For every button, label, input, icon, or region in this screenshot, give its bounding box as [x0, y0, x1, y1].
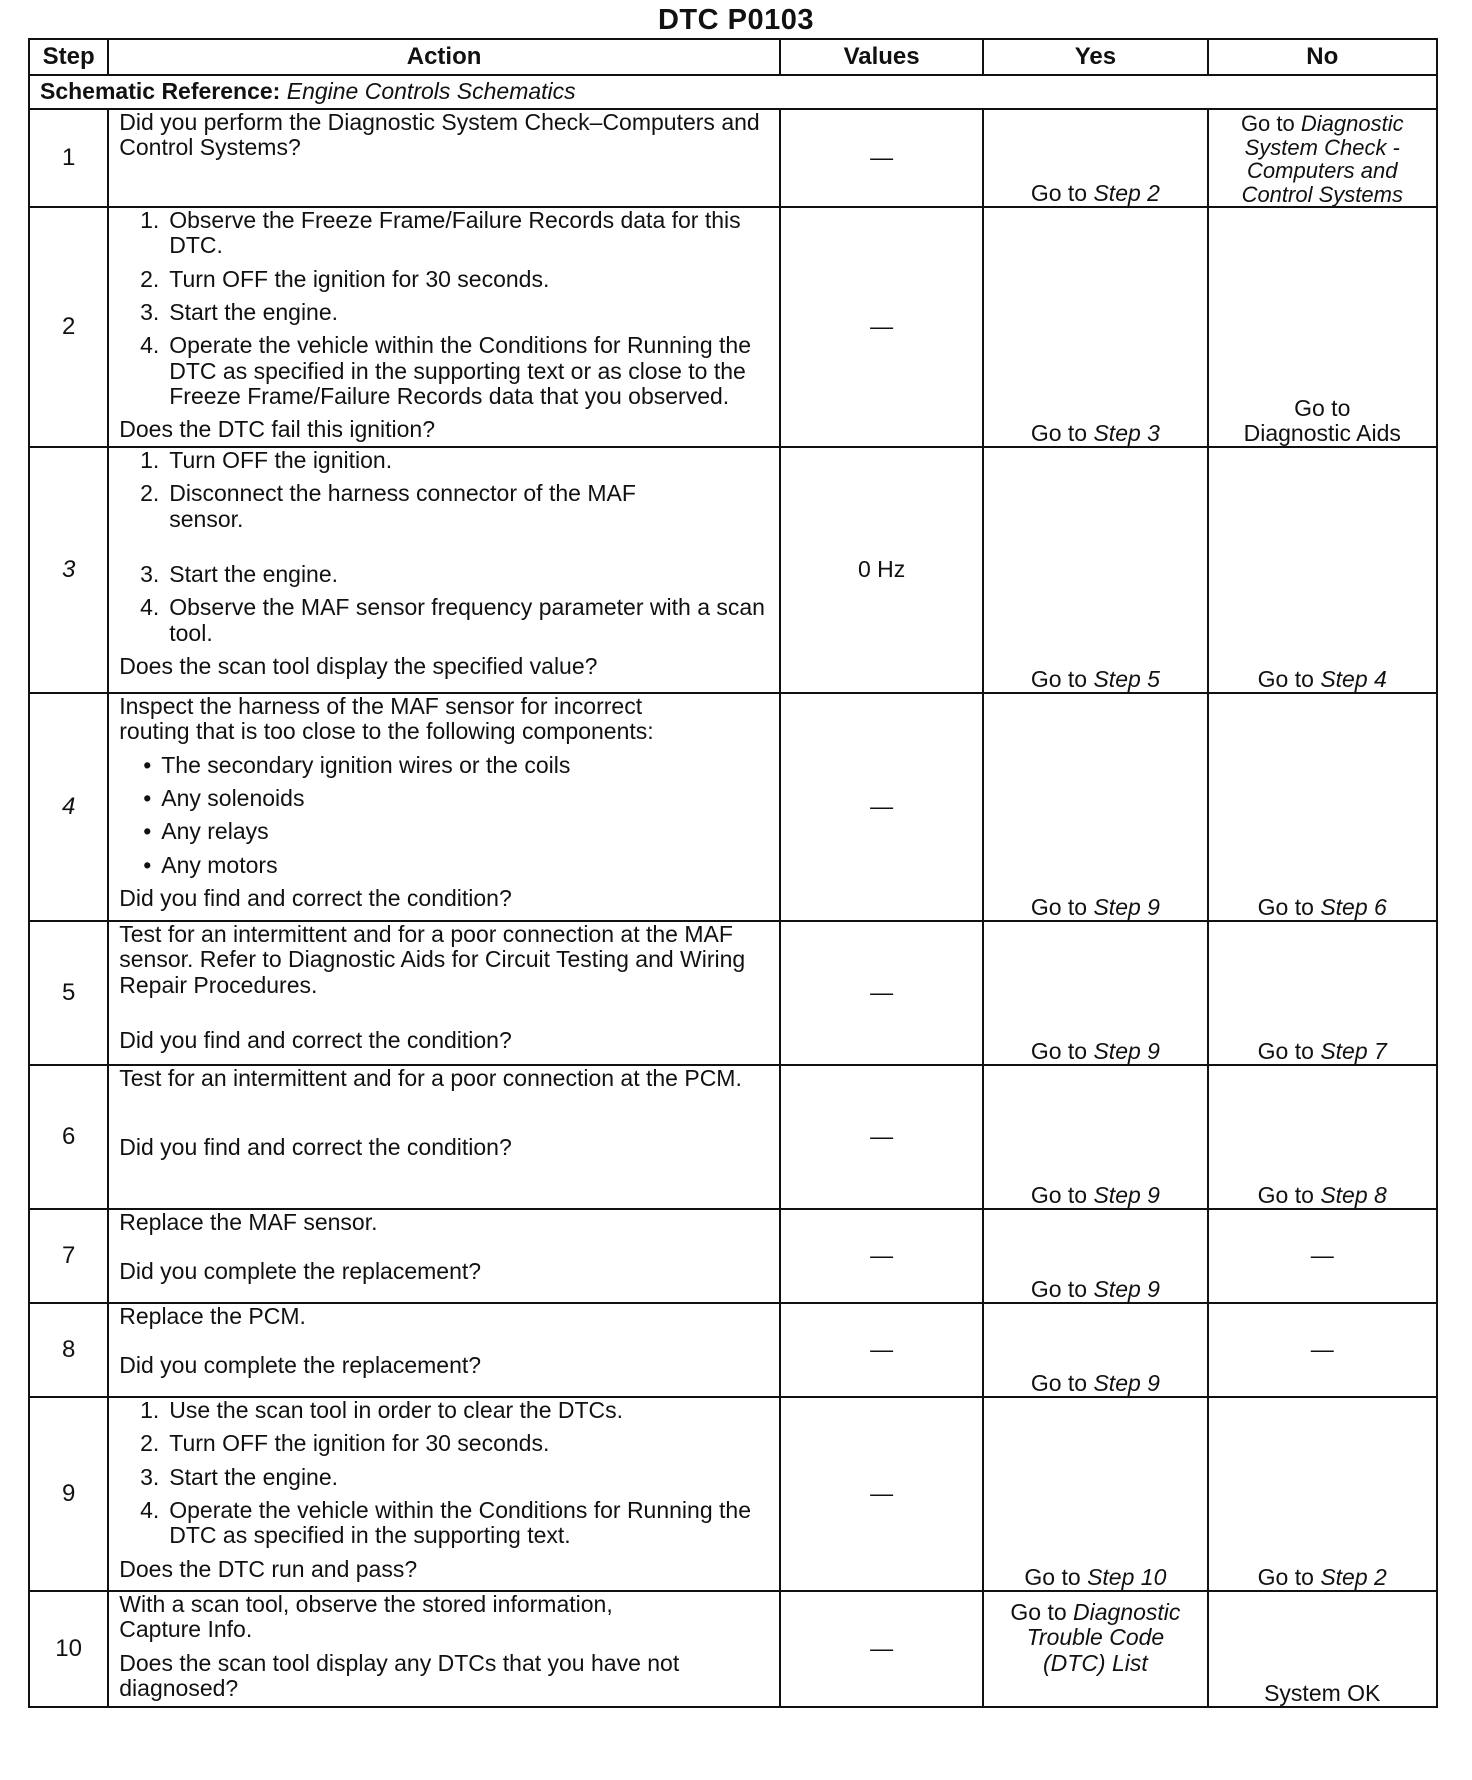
list-item: • Any relays — [143, 818, 269, 845]
yes-prefix: Go to — [1030, 665, 1094, 692]
action-steps-list — [119, 1398, 769, 1548]
no-prefix: Go to — [1257, 893, 1321, 920]
action-intro: Test for an intermittent and for a poor connection at the PCM. — [119, 1065, 742, 1092]
schematic-row — [29, 75, 1437, 109]
yes-link[interactable]: Step 9 — [1093, 1369, 1160, 1396]
list-item: 3. Start the engine. — [140, 1463, 339, 1490]
no-link[interactable]: Step 2 — [1320, 1563, 1387, 1590]
action-cell — [108, 1591, 780, 1707]
bullet-list — [119, 753, 769, 878]
yes-link[interactable]: Step 2 — [1093, 179, 1160, 206]
list-item: • Any motors — [143, 851, 278, 878]
step-number: 7 — [29, 1209, 108, 1303]
no-prefix: Go to — [1257, 665, 1321, 692]
yes-cell — [983, 1591, 1207, 1707]
yes-prefix: Go to — [1030, 419, 1094, 446]
list-item: 4. Operate the vehicle within the Conditions for Running the DTC as specified in the supporting text. — [140, 1497, 751, 1549]
list-item: 2. Turn OFF the ignition for 30 seconds. — [140, 1430, 550, 1457]
header-step: Step — [29, 39, 108, 75]
action-intro: Replace the MAF sensor. — [119, 1209, 378, 1236]
table-row-step-2 — [29, 207, 1437, 447]
list-item: 4. Observe the MAF sensor frequency parameter with a scan tool. — [140, 594, 765, 646]
yes-prefix: Go to — [1030, 179, 1094, 206]
step-number: 3 — [29, 447, 108, 693]
no-link[interactable]: Go to Diagnostic Aids — [1243, 394, 1401, 446]
action-intro: With a scan tool, observe the stored information, Capture Info. — [119, 1591, 613, 1643]
header-yes: Yes — [983, 39, 1207, 75]
no-prefix: Go to — [1257, 1563, 1321, 1590]
action-question: Did you find and correct the condition? — [119, 1134, 512, 1161]
no-link[interactable]: Step 4 — [1320, 665, 1387, 692]
value-cell: 0 Hz — [780, 447, 983, 693]
action-cell — [108, 693, 780, 921]
step-number: 5 — [29, 921, 108, 1065]
list-item: 1. Observe the Freeze Frame/Failure Records data for this DTC. — [140, 207, 741, 259]
yes-link[interactable]: Step 9 — [1093, 1275, 1160, 1302]
step-number: 4 — [29, 693, 108, 921]
value-cell: — — [780, 1397, 983, 1591]
no-cell: — — [1208, 1209, 1437, 1303]
action-cell — [108, 109, 780, 207]
step-number: 9 — [29, 1397, 108, 1591]
yes-link[interactable]: Step 10 — [1087, 1563, 1167, 1590]
yes-link[interactable]: Step 9 — [1093, 893, 1160, 920]
list-item: 1. Turn OFF the ignition. — [140, 447, 393, 474]
schematic-link[interactable]: Engine Controls Schematics — [286, 78, 576, 105]
yes-cell — [983, 1209, 1207, 1303]
yes-prefix: Go to — [1030, 1037, 1094, 1064]
value-cell: — — [780, 1303, 983, 1397]
action-question: Did you perform the Diagnostic System Check–Computers and Control Systems? — [119, 109, 760, 161]
value-cell: — — [780, 207, 983, 447]
yes-cell — [983, 1397, 1207, 1591]
no-link[interactable]: Step 8 — [1320, 1181, 1387, 1208]
yes-link[interactable]: Step 9 — [1093, 1037, 1160, 1064]
no-cell — [1208, 693, 1437, 921]
action-cell — [108, 1209, 780, 1303]
table-row-step-7 — [29, 1209, 1437, 1303]
yes-cell — [983, 921, 1207, 1065]
yes-prefix: Go to — [1030, 1181, 1094, 1208]
no-cell: System OK — [1208, 1591, 1437, 1707]
yes-cell — [983, 207, 1207, 447]
diagnostic-table — [28, 38, 1438, 1708]
table-row-step-3 — [29, 447, 1437, 693]
action-question: Did you complete the replacement? — [119, 1258, 482, 1285]
table-row-step-4 — [29, 693, 1437, 921]
action-question: Does the DTC run and pass? — [119, 1555, 418, 1582]
yes-link[interactable]: Step 5 — [1093, 665, 1160, 692]
schematic-label: Schematic Reference: — [40, 78, 281, 105]
yes-link[interactable]: Step 3 — [1093, 419, 1160, 446]
value-cell: — — [780, 1209, 983, 1303]
action-question: Did you find and correct the condition? — [119, 1027, 512, 1054]
action-question: Does the scan tool display any DTCs that you have not diagnosed? — [119, 1649, 680, 1702]
step-number: 1 — [29, 109, 108, 207]
list-item: • Any solenoids — [143, 785, 305, 812]
yes-cell — [983, 1303, 1207, 1397]
no-cell — [1208, 447, 1437, 693]
yes-prefix: Go to — [1030, 893, 1094, 920]
yes-cell — [983, 109, 1207, 207]
action-intro: Replace the PCM. — [119, 1303, 306, 1330]
no-cell — [1208, 921, 1437, 1065]
no-prefix: Go to — [1257, 1037, 1321, 1064]
header-action: Action — [108, 39, 780, 75]
action-question: Does the DTC fail this ignition? — [119, 416, 436, 443]
action-cell — [108, 921, 780, 1065]
yes-link[interactable]: Diagnostic Trouble Code (DTC) List — [1026, 1599, 1181, 1676]
table-row-step-6 — [29, 1065, 1437, 1209]
value-cell: — — [780, 1591, 983, 1707]
list-item: 4. Operate the vehicle within the Conditions for Running the DTC as specified in the supporting text or as close to the Freeze Frame/Failure Records data that you observed. — [140, 332, 751, 409]
list-item: 1. Use the scan tool in order to clear the DTCs. — [140, 1397, 624, 1424]
value-cell: — — [780, 921, 983, 1065]
action-cell — [108, 1397, 780, 1591]
step-number: 2 — [29, 207, 108, 447]
action-question: Did you complete the replacement? — [119, 1352, 482, 1379]
value-cell: — — [780, 693, 983, 921]
table-row-step-1 — [29, 109, 1437, 207]
header-row — [29, 39, 1437, 75]
yes-prefix: Go to — [1024, 1563, 1088, 1590]
action-cell — [108, 447, 780, 693]
yes-cell — [983, 1065, 1207, 1209]
no-cell — [1208, 207, 1437, 447]
yes-prefix: Go to — [1030, 1369, 1094, 1396]
no-link[interactable]: Step 7 — [1320, 1037, 1387, 1064]
table-row-step-8 — [29, 1303, 1437, 1397]
no-link[interactable]: Step 6 — [1320, 893, 1387, 920]
no-link[interactable]: Diagnostic System Check - Computers and Control Systems — [1241, 111, 1404, 207]
document-title: DTC P0103 — [657, 4, 814, 36]
no-cell: — — [1208, 1303, 1437, 1397]
list-item: • The secondary ignition wires or the coils — [143, 751, 571, 778]
yes-link[interactable]: Step 9 — [1093, 1181, 1160, 1208]
no-cell — [1208, 1397, 1437, 1591]
action-question: Does the scan tool display the specified value? — [119, 652, 598, 679]
action-steps-list — [119, 448, 769, 646]
action-steps-list — [119, 208, 769, 409]
list-item: 3. Start the engine. — [140, 299, 339, 326]
action-intro: Inspect the harness of the MAF sensor for incorrect routing that is too close to the following components: — [119, 693, 654, 745]
table-row-step-10 — [29, 1591, 1437, 1707]
action-cell — [108, 207, 780, 447]
yes-prefix: Go to — [1030, 1275, 1094, 1302]
no-prefix: Go to — [1240, 111, 1301, 136]
yes-prefix: Go to — [1010, 1599, 1074, 1626]
list-item: 2. Turn OFF the ignition for 30 seconds. — [140, 265, 550, 292]
header-values: Values — [780, 39, 983, 75]
value-cell: — — [780, 109, 983, 207]
action-cell — [108, 1065, 780, 1209]
no-cell — [1208, 109, 1437, 207]
table-row-step-9 — [29, 1397, 1437, 1591]
no-cell — [1208, 1065, 1437, 1209]
value-cell: — — [780, 1065, 983, 1209]
schematic-reference — [29, 75, 1437, 109]
step-number: 6 — [29, 1065, 108, 1209]
yes-cell — [983, 447, 1207, 693]
step-number: 8 — [29, 1303, 108, 1397]
yes-cell — [983, 693, 1207, 921]
action-question: Did you find and correct the condition? — [119, 884, 512, 911]
action-intro: Test for an intermittent and for a poor connection at the MAF sensor. Refer to Diagnostic Aids for Circuit Testing and Wiring Repair Procedures. — [119, 921, 746, 998]
action-cell — [108, 1303, 780, 1397]
header-no: No — [1208, 39, 1437, 75]
table-row-step-5 — [29, 921, 1437, 1065]
list-item: 2. Disconnect the harness connector of the MAF sensor. — [140, 480, 636, 532]
step-number: 10 — [29, 1591, 108, 1707]
list-item: 3. Start the engine. — [140, 561, 339, 588]
no-prefix: Go to — [1257, 1181, 1321, 1208]
